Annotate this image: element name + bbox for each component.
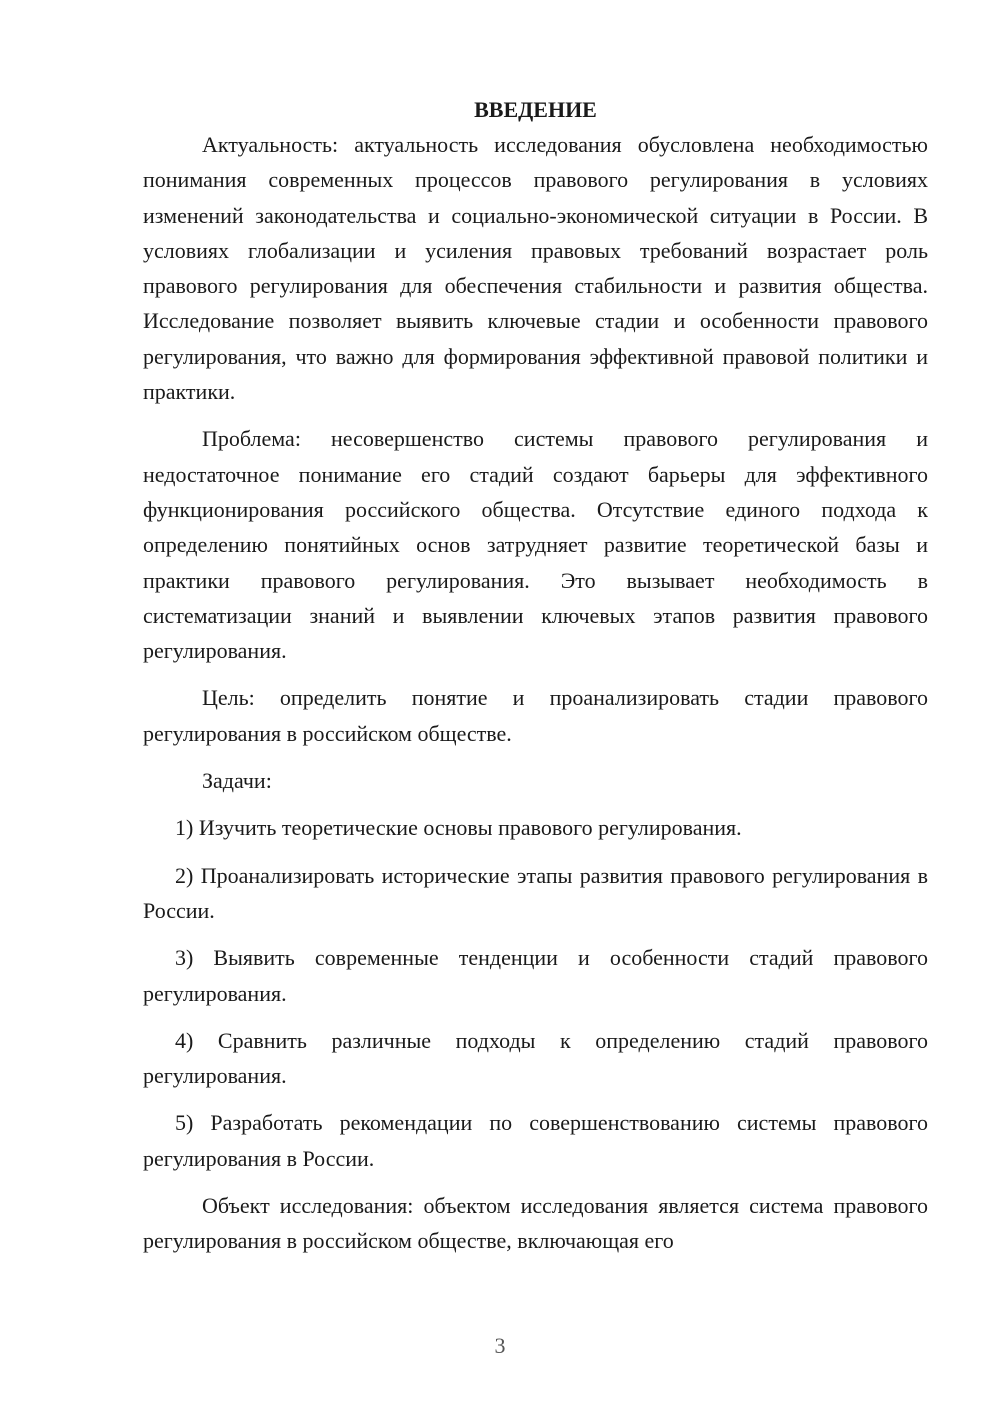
task-item: 4) Сравнить различные подходы к определению стадий правового регулирования. [143,1027,928,1089]
problem-paragraph: Проблема: несовершенство системы правового регулирования и недостаточное понимание его стадий создают барьеры для эффективного функционирования российского общества. Отсутствие единого подхода к определению понятийных основ затрудняет развитие теоретической базы и практики правового регулирования. Это вызывает необходимость в систематизации знаний и выявлении ключевых этапов развития правового регулирования. [143,426,928,664]
section-heading: ВВЕДЕНИЕ [474,97,597,122]
tasks-label: Задачи: [202,768,272,794]
task-item: 1) Изучить теоретические основы правового регулирования. [175,815,742,841]
tasks-list [143,810,928,1176]
task-item: 2) Проанализировать исторические этапы развития правового регулирования в России. [143,862,928,923]
relevance-paragraph: Актуальность: актуальность исследования обусловлена необходимостью понимания современных процессов правового регулирования в условиях изменений законодательства и социально-экономической ситуации в России. В условиях глобализации и усиления правовых требований возрастает роль правового регулирования для обеспечения стабильности и развития общества. Исследование позволяет выявить ключевые стадии и особенности правового регулирования, что важно для формирования эффективной правовой политики и практики. [143,132,928,405]
document-page [143,90,928,1259]
task-item: 3) Выявить современные тенденции и особенности стадий правового регулирования. [143,945,928,1006]
task-item: 5) Разработать рекомендации по совершенствованию системы правового регулирования в России. [143,1110,928,1171]
page-number: 3 [494,1333,506,1358]
object-paragraph: Объект исследования: объектом исследования является система правового регулирования в российском обществе, включающая его [143,1193,928,1254]
goal-paragraph: Цель: определить понятие и проанализировать стадии правового регулирования в российском обществе. [143,685,928,746]
